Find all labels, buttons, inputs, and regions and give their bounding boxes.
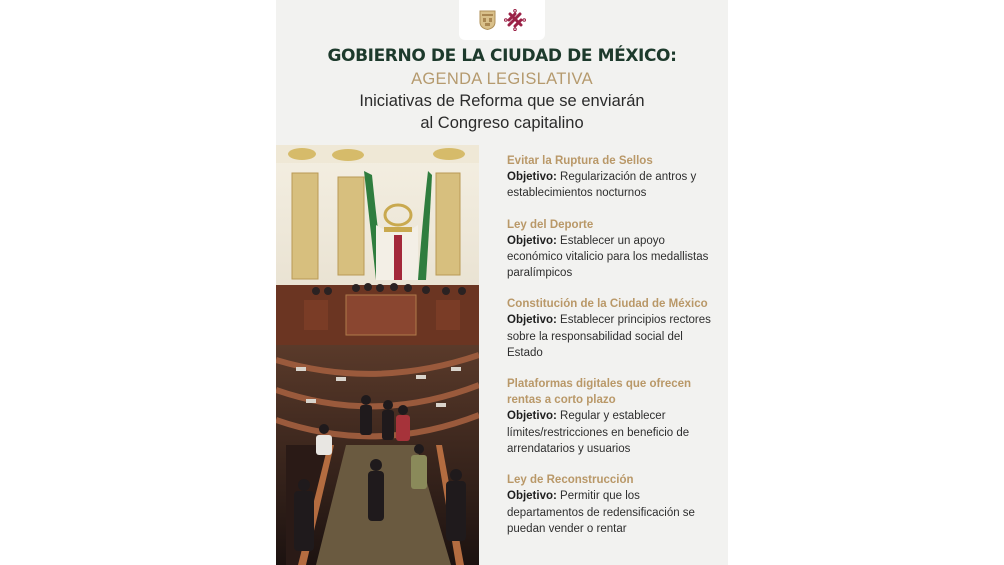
initiatives-list	[507, 153, 717, 552]
objective-label: Objetivo:	[507, 410, 557, 423]
intro-line-2: al Congreso capitalino	[420, 114, 584, 132]
infographic-card	[276, 0, 728, 565]
objective-label: Objetivo:	[507, 314, 557, 327]
cdmx-shield-icon	[479, 10, 496, 30]
initiative-title: Plataformas digitales que ofrecen rentas a corto plazo	[507, 378, 692, 407]
page-title: GOBIERNO DE LA CIUDAD DE MÉXICO:	[327, 46, 677, 66]
initiative-item	[507, 217, 717, 282]
logo-header	[459, 0, 545, 40]
initiative-item	[507, 153, 717, 202]
initiative-objective	[507, 488, 717, 537]
initiative-title: Ley de Reconstrucción	[507, 474, 634, 487]
objective-label: Objetivo:	[507, 234, 557, 247]
cdmx-knot-logo-icon	[504, 9, 526, 31]
intro-line-1: Iniciativas de Reforma que se enviarán	[359, 92, 645, 110]
initiative-title: Ley del Deporte	[507, 218, 594, 231]
initiative-objective	[507, 312, 717, 361]
initiative-title: Evitar la Ruptura de Sellos	[507, 155, 653, 167]
initiative-objective	[507, 233, 717, 282]
initiative-item	[507, 472, 717, 537]
objective-text: Permitir que los departamentos de redensificación se puedan vender o rentar	[507, 490, 695, 535]
initiative-title: Constitución de la Ciudad de México	[507, 298, 708, 311]
initiative-objective	[507, 408, 717, 457]
initiative-item	[507, 296, 717, 361]
objective-text: Establecer principios rectores sobre la responsabilidad social del Estado	[507, 314, 711, 360]
congress-photo	[276, 145, 479, 565]
intro-text	[276, 90, 728, 134]
initiative-objective	[507, 169, 717, 202]
initiative-item	[507, 376, 717, 457]
objective-text: Establecer un apoyo económico vitalicio para los medallistas paralímpicos	[507, 234, 709, 280]
congress-hall-illustration	[276, 145, 479, 565]
objective-label: Objetivo:	[507, 171, 557, 183]
objective-text: Regular y establecer límites/restricciones en beneficio de arrendatarios y usuarios	[507, 410, 690, 455]
page-subtitle: AGENDA LEGISLATIVA	[411, 70, 593, 88]
objective-label: Objetivo:	[507, 490, 557, 503]
objective-text: Regularización de antros y establecimientos nocturnos	[507, 171, 697, 200]
